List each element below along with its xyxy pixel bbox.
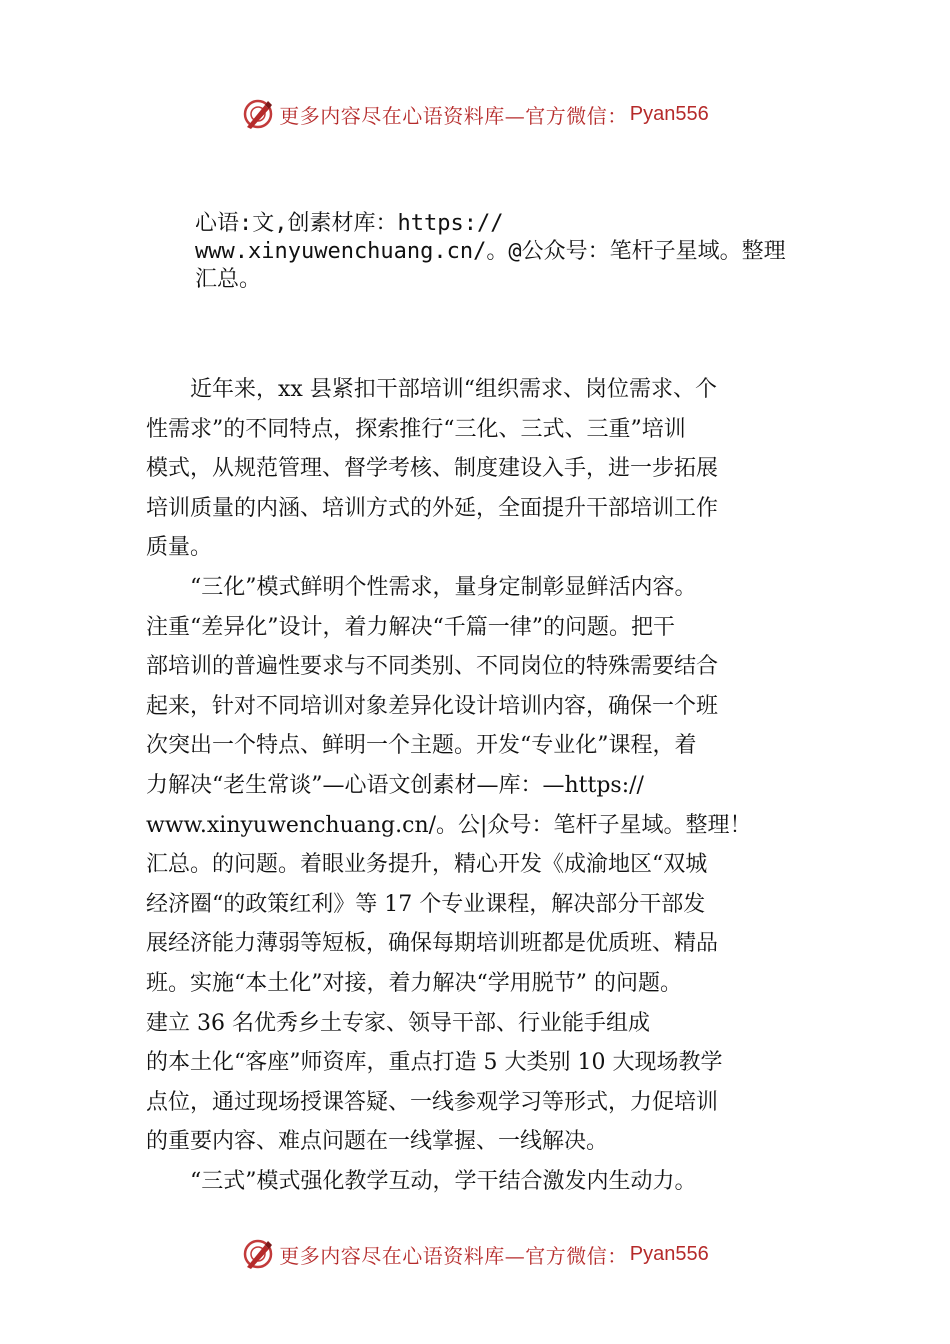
body-line: 班。实施“本土化”对接，着力解决“学用脱节” 的问题。 [146,970,682,996]
body-line: 建立 36 名优秀乡土专家、领导干部、行业能手组成 [146,1010,650,1036]
source-note-line: 心语:文,创素材库：https:// [195,211,504,236]
body-line: 汇总。的问题。着眼业务提升，精心开发《成渝地区“双城 [146,852,708,878]
footer-banner [0,1234,950,1274]
body-line: 经济圈“的政策红利》等 17 个专业课程，解决部分干部发 [146,891,706,917]
body-line: 展经济能力薄弱等短板，确保每期培训班都是优质班、精品 [146,931,719,957]
body-line: 质量。 [146,535,213,561]
body-line: “三化”模式鲜明个性需求，量身定制彰显鲜活内容。 [146,574,697,600]
body-line: 近年来，xx 县紧扣干部培训“组织需求、岗位需求、个 [146,377,718,402]
body-line: 力解决“老生常谈”—心语文创素材—库：—https:// [146,772,644,798]
body-line: 性需求”的不同特点，探索推行“三化、三式、三重”培训 [146,416,686,442]
body-line: 起来，针对不同培训对象差异化设计培训内容，确保一个班 [146,693,719,719]
pen-logo-icon [241,97,275,131]
footer-banner-text: 更多内容尽在心语资料库—官方微信： [279,1243,628,1268]
article-body [146,370,816,1201]
body-line: 培训质量的内涵、培训方式的外延，全面提升干部培训工作 [146,495,719,521]
header-banner-id: Pyan556 [629,102,709,125]
body-line: 的重要内容、难点问题在一线掌握、一线解决。 [146,1129,609,1155]
source-note-line: 汇总。 [195,267,262,292]
header-banner-text: 更多内容尽在心语资料库—官方微信： [279,103,628,128]
body-line: “三式”模式强化教学互动，学干结合激发内生动力。 [146,1168,697,1194]
body-line: www.xinyuwenchuang.cn/。公|众号：笔杆子星域。整理！ [146,812,752,838]
body-line: 次突出一个特点、鲜明一个主题。开发“专业化”课程，着 [146,733,697,759]
body-line: 注重“差异化”设计，着力解决“千篇一律”的问题。把干 [146,614,675,640]
body-line: 点位，通过现场授课答疑、一线参观学习等形式，力促培训 [146,1089,719,1115]
header-banner [0,94,950,134]
body-line: 的本土化“客座”师资库，重点打造 5 大类别 10 大现场教学 [146,1050,723,1076]
pen-logo-icon [241,1237,275,1271]
source-note-line: www.xinyuwenchuang.cn/。@公众号：笔杆子星域。整理 [195,239,786,264]
footer-banner-id: Pyan556 [629,1242,709,1265]
source-note [195,210,835,294]
body-line: 部培训的普遍性要求与不同类别、不同岗位的特殊需要结合 [146,654,719,680]
body-line: 模式，从规范管理、督学考核、制度建设入手，进一步拓展 [146,456,719,482]
